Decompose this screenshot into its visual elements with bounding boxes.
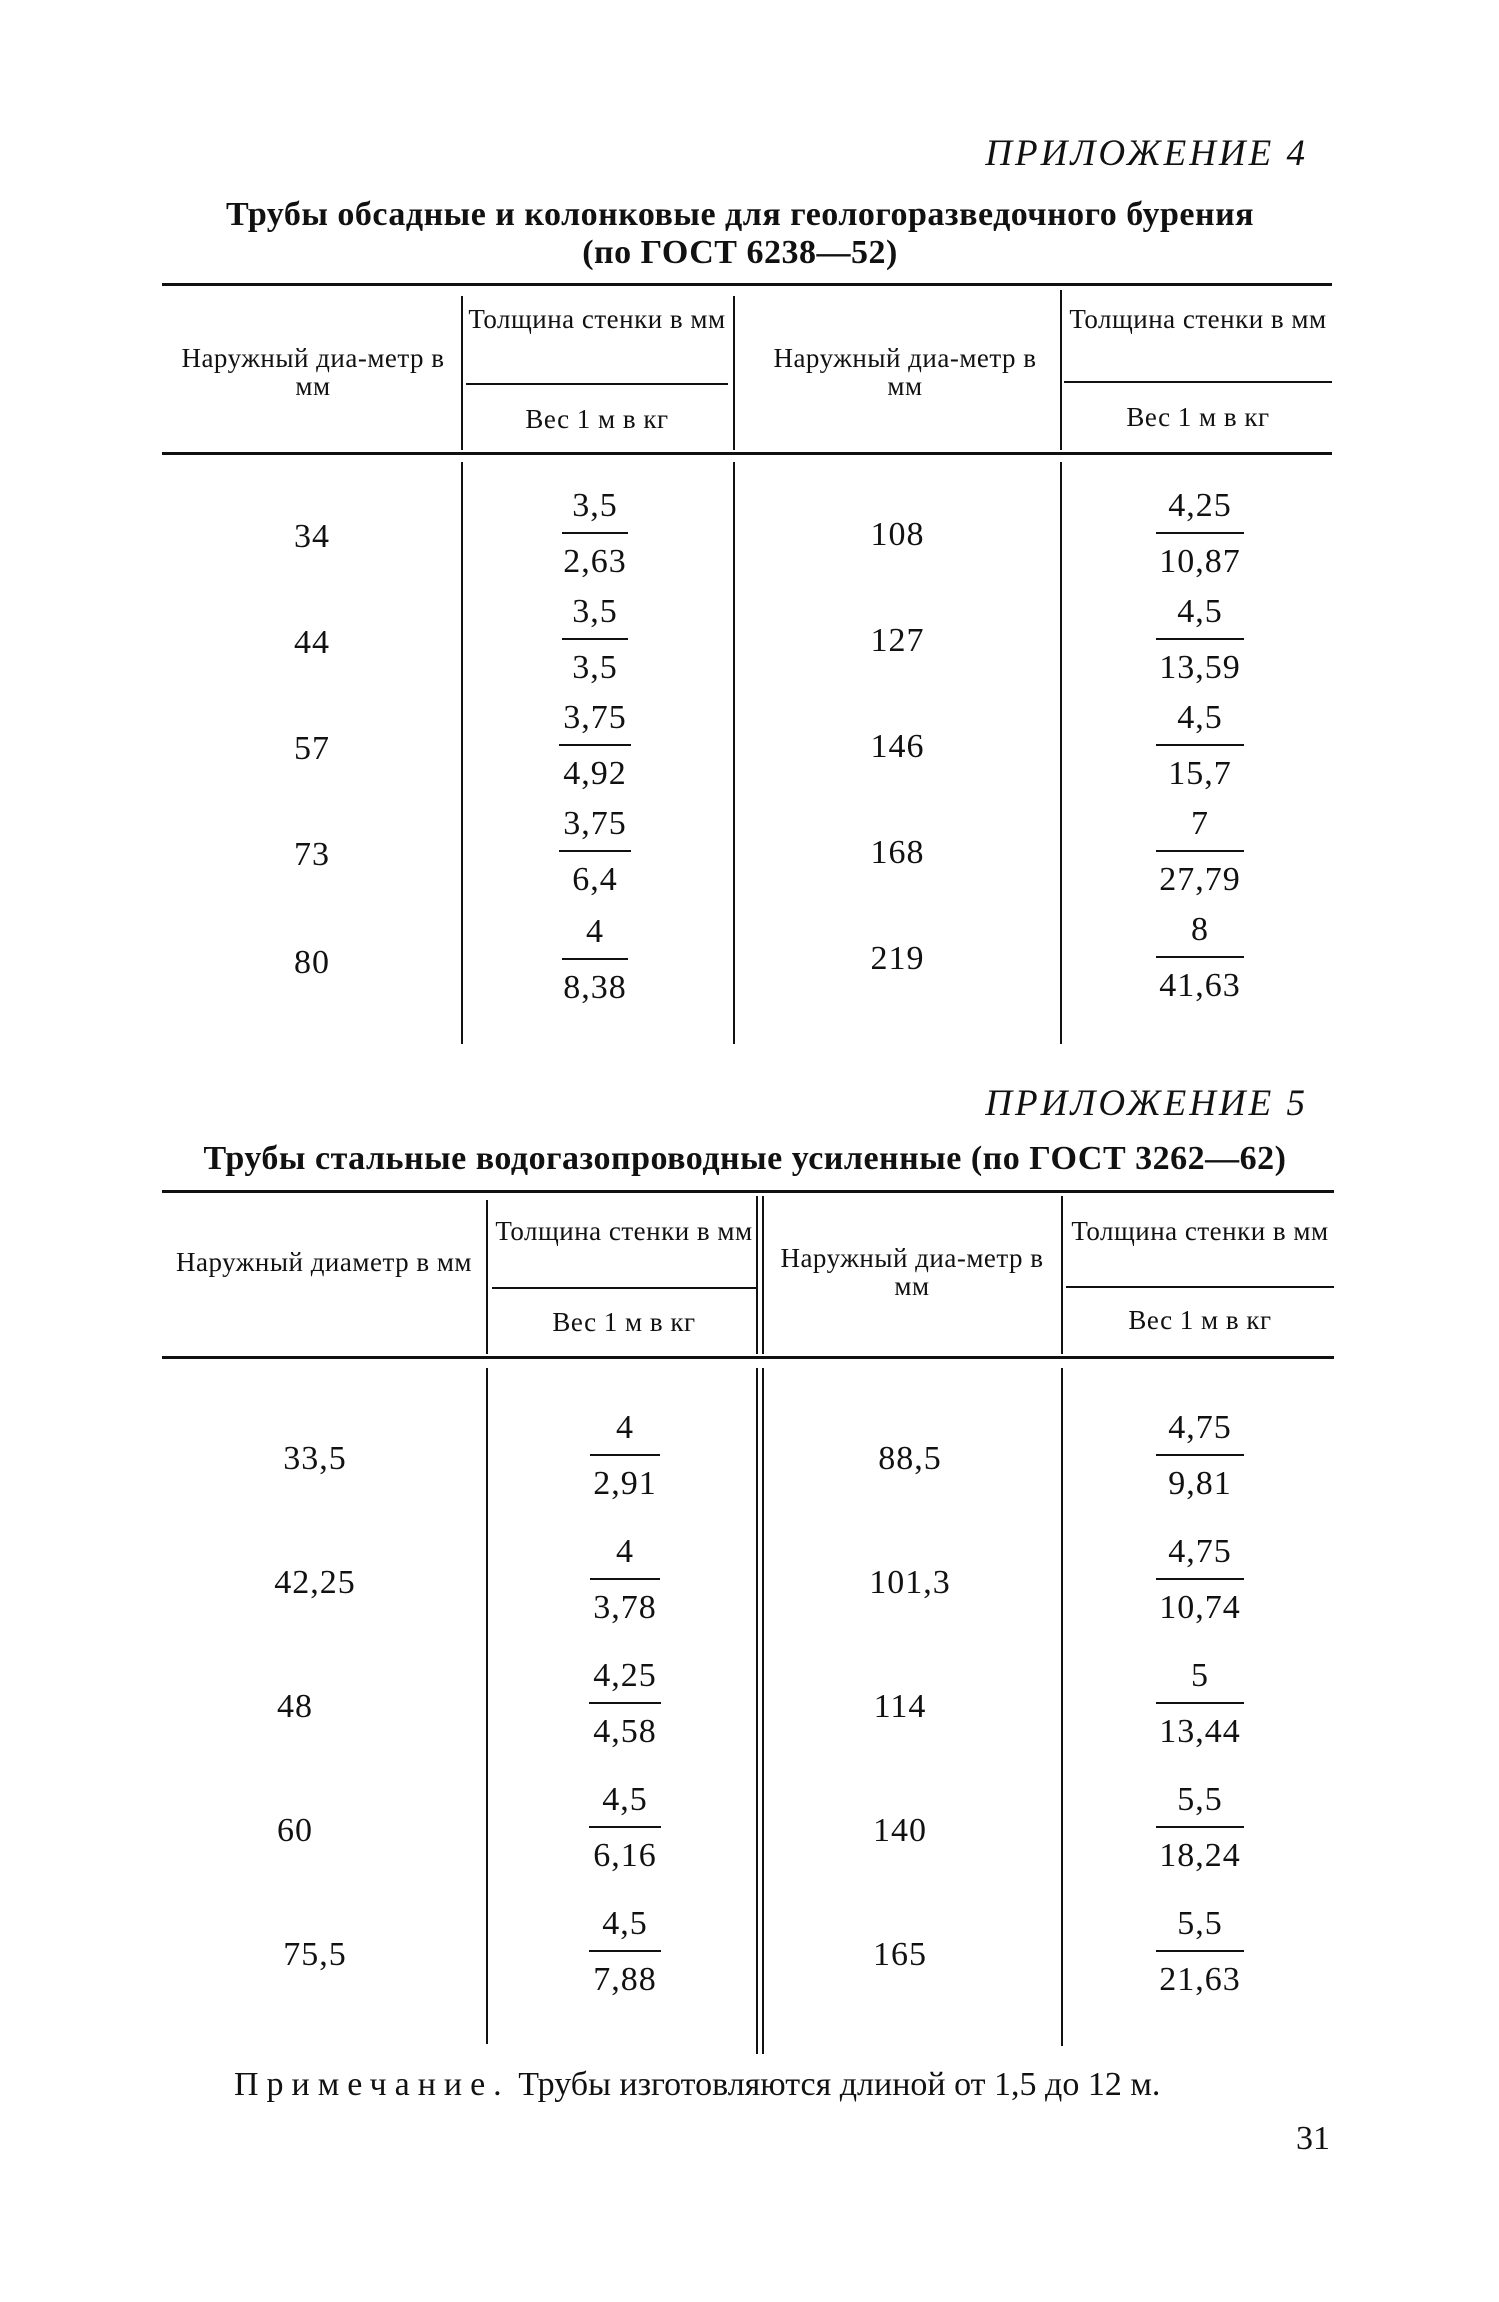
header-text: Вес 1 м в кг: [525, 404, 669, 434]
table5-right-fraction-0: [1120, 1408, 1280, 1504]
table4-left-fraction-3: [520, 804, 670, 900]
thickness-value: 4,75: [1168, 1409, 1232, 1446]
table4-right-fraction-3: [1120, 804, 1280, 900]
fraction-bar: [1156, 1454, 1244, 1456]
table5-right-diameter-4: 165: [873, 1936, 927, 1973]
footnote-text: Трубы изготовляются длиной от 1,5 до 12 м.: [518, 2066, 1161, 2103]
weight-value: 10,87: [1159, 543, 1241, 580]
fraction-bar: [589, 1950, 661, 1952]
fraction-bar: [1156, 1826, 1244, 1828]
table5-vline-2c: [756, 1368, 758, 2054]
table5-header-diameter-right: [776, 1244, 1048, 1300]
weight-value: 13,44: [1159, 1713, 1241, 1750]
thickness-value: 4: [586, 913, 604, 950]
table5-left-diameter-0: 33,5: [283, 1440, 347, 1477]
table5-right-fraction-4: [1120, 1904, 1280, 2000]
fraction-bar: [589, 1702, 661, 1704]
appendix-4-title-line2: (по ГОСТ 6238—52): [582, 234, 898, 271]
header-text: Вес 1 м в кг: [1126, 402, 1270, 432]
table5-vline-1b: [486, 1368, 488, 2044]
weight-value: 21,63: [1159, 1961, 1241, 1998]
thickness-value: 5,5: [1177, 1781, 1223, 1818]
appendix-4-title-line1: Трубы обсадные и колонковые для геологоразведочного бурения: [225, 196, 1255, 233]
table5-left-fraction-2: [550, 1656, 700, 1752]
fraction-bar: [1156, 744, 1244, 746]
thickness-value: 5,5: [1177, 1905, 1223, 1942]
weight-value: 4,92: [563, 755, 627, 792]
fraction-bar: [589, 1826, 661, 1828]
thickness-value: 4,5: [602, 1781, 648, 1818]
table5-left-fraction-4: [550, 1904, 700, 2000]
thickness-value: 4: [616, 1533, 634, 1570]
table5-header-thickness-right: [1066, 1217, 1334, 1245]
weight-value: 27,79: [1159, 861, 1241, 898]
thickness-value: 3,5: [572, 593, 618, 630]
table5-vline-2b: [762, 1196, 764, 1354]
thickness-value: 7: [1191, 805, 1209, 842]
table4-sub-rule-left: [466, 383, 728, 385]
table4-sub-rule-right: [1064, 381, 1332, 383]
table4-right-fraction-1: [1120, 592, 1280, 688]
table5-left-diameter-1: 42,25: [274, 1564, 356, 1601]
table5-vline-3b: [1061, 1368, 1063, 2046]
appendix-5-label: ПРИЛОЖЕНИЕ 5: [985, 1083, 1308, 1124]
table5-right-diameter-2: 114: [873, 1688, 927, 1725]
appendix-4-label: ПРИЛОЖЕНИЕ 4: [985, 133, 1308, 174]
table5-left-diameter-3: 60: [277, 1812, 313, 1849]
thickness-value: 4,25: [1168, 487, 1232, 524]
table4-header-thickness-left: [466, 305, 728, 333]
table4-left-diameter-1: 44: [294, 624, 330, 661]
table4-left-fraction-4: [520, 912, 670, 1008]
fraction-bar: [562, 532, 628, 534]
table5-header-rule: [162, 1356, 1334, 1359]
header-text: Наружный диаметр в мм: [175, 1247, 472, 1277]
table5-right-diameter-3: 140: [873, 1812, 927, 1849]
fraction-bar: [1156, 850, 1244, 852]
header-text: Толщина стенки в мм: [1071, 1216, 1329, 1246]
table4-header-weight-left: [466, 405, 728, 433]
table4-left-fraction-0: [520, 486, 670, 582]
weight-value: 8,38: [563, 969, 627, 1006]
fraction-bar: [1156, 638, 1244, 640]
page-number: 31: [1296, 2120, 1330, 2157]
footnote-label: Примечание.: [234, 2066, 510, 2103]
table5-right-fraction-1: [1120, 1532, 1280, 1628]
table5-vline-2d: [762, 1368, 764, 2054]
table5-left-fraction-1: [550, 1532, 700, 1628]
weight-value: 6,16: [593, 1837, 657, 1874]
fraction-bar: [590, 1578, 660, 1580]
table4-right-diameter-4: 219: [870, 940, 925, 977]
table5-right-fraction-2: [1120, 1656, 1280, 1752]
fraction-bar: [1156, 956, 1244, 958]
table4-left-diameter-2: 57: [294, 730, 330, 767]
fraction-bar: [562, 958, 628, 960]
weight-value: 10,74: [1159, 1589, 1241, 1626]
table4-header-diameter-right: [770, 344, 1040, 400]
table4-vline-3b: [1060, 462, 1062, 1044]
weight-value: 13,59: [1159, 649, 1241, 686]
table5-vline-3: [1061, 1196, 1063, 1354]
weight-value: 18,24: [1159, 1837, 1241, 1874]
table5-header-diameter-left: [172, 1248, 476, 1276]
table5-left-diameter-2: 48: [277, 1688, 313, 1725]
fraction-bar: [590, 1454, 660, 1456]
table5-left-fraction-0: [550, 1408, 700, 1504]
header-text: Толщина стенки в мм: [1069, 304, 1327, 334]
table4-left-fraction-1: [520, 592, 670, 688]
table4-right-diameter-0: 108: [870, 516, 925, 553]
thickness-value: 4,5: [602, 1905, 648, 1942]
table5-left-fraction-3: [550, 1780, 700, 1876]
table5-sub-rule-left: [492, 1287, 756, 1289]
table4-left-fraction-2: [520, 698, 670, 794]
weight-value: 41,63: [1159, 967, 1241, 1004]
table4-top-rule: [162, 283, 1332, 286]
table4-header-weight-right: [1064, 403, 1332, 431]
weight-value: 2,63: [563, 543, 627, 580]
header-text: Вес 1 м в кг: [1128, 1305, 1272, 1335]
fraction-bar: [1156, 532, 1244, 534]
fraction-bar: [559, 744, 631, 746]
header-text: Наружный диа-метр в мм: [773, 343, 1037, 401]
weight-value: 15,7: [1168, 755, 1232, 792]
footnote: [234, 2066, 1344, 2104]
header-text: Вес 1 м в кг: [552, 1307, 696, 1337]
header-text: Наружный диа-метр в мм: [780, 1243, 1044, 1301]
fraction-bar: [1156, 1578, 1244, 1580]
fraction-bar: [1156, 1950, 1244, 1952]
weight-value: 7,88: [593, 1961, 657, 1998]
table5-right-fraction-3: [1120, 1780, 1280, 1876]
table4-right-diameter-1: 127: [870, 622, 925, 659]
weight-value: 9,81: [1168, 1465, 1232, 1502]
table4-right-diameter-3: 168: [870, 834, 925, 871]
table4-header-thickness-right: [1064, 305, 1332, 333]
table4-right-fraction-4: [1120, 910, 1280, 1006]
table5-left-diameter-4: 75,5: [283, 1936, 347, 1973]
header-text: Наружный диа-метр в мм: [181, 343, 445, 401]
weight-value: 3,78: [593, 1589, 657, 1626]
header-text: Толщина стенки в мм: [468, 304, 726, 334]
table4-left-diameter-0: 34: [294, 518, 330, 555]
table4-right-diameter-2: 146: [870, 728, 925, 765]
header-text: Толщина стенки в мм: [495, 1216, 753, 1246]
table4-vline-2: [733, 296, 735, 450]
table4-right-fraction-2: [1120, 698, 1280, 794]
table4-vline-1: [461, 296, 463, 450]
thickness-value: 5: [1191, 1657, 1209, 1694]
table5-vline-1: [486, 1200, 488, 1354]
table4-vline-3: [1060, 290, 1062, 450]
thickness-value: 4,5: [1177, 593, 1223, 630]
table5-header-thickness-left: [492, 1217, 756, 1245]
thickness-value: 4,5: [1177, 699, 1223, 736]
table4-left-diameter-3: 73: [294, 836, 330, 873]
thickness-value: 3,75: [563, 805, 627, 842]
weight-value: 3,5: [572, 649, 618, 686]
thickness-value: 8: [1191, 911, 1209, 948]
fraction-bar: [1156, 1702, 1244, 1704]
table5-right-diameter-1: 101,3: [869, 1564, 951, 1601]
weight-value: 2,91: [593, 1465, 657, 1502]
table5-sub-rule-right: [1066, 1286, 1334, 1288]
table4-header-diameter-left: [168, 344, 458, 400]
table5-top-rule: [162, 1190, 1334, 1193]
thickness-value: 3,75: [563, 699, 627, 736]
fraction-bar: [562, 638, 628, 640]
table5-vline-2a: [756, 1196, 758, 1354]
weight-value: 6,4: [572, 861, 618, 898]
table4-header-rule: [162, 452, 1332, 455]
table5-header-weight-right: [1066, 1306, 1334, 1334]
thickness-value: 4: [616, 1409, 634, 1446]
weight-value: 4,58: [593, 1713, 657, 1750]
table5-header-weight-left: [492, 1308, 756, 1336]
table5-right-diameter-0: 88,5: [878, 1440, 942, 1477]
appendix-5-title: Трубы стальные водогазопроводные усиленные (по ГОСТ 3262—62): [203, 1140, 1287, 1177]
thickness-value: 4,25: [593, 1657, 657, 1694]
thickness-value: 4,75: [1168, 1533, 1232, 1570]
table4-right-fraction-0: [1120, 486, 1280, 582]
thickness-value: 3,5: [572, 487, 618, 524]
table4-left-diameter-4: 80: [294, 944, 330, 981]
fraction-bar: [559, 850, 631, 852]
